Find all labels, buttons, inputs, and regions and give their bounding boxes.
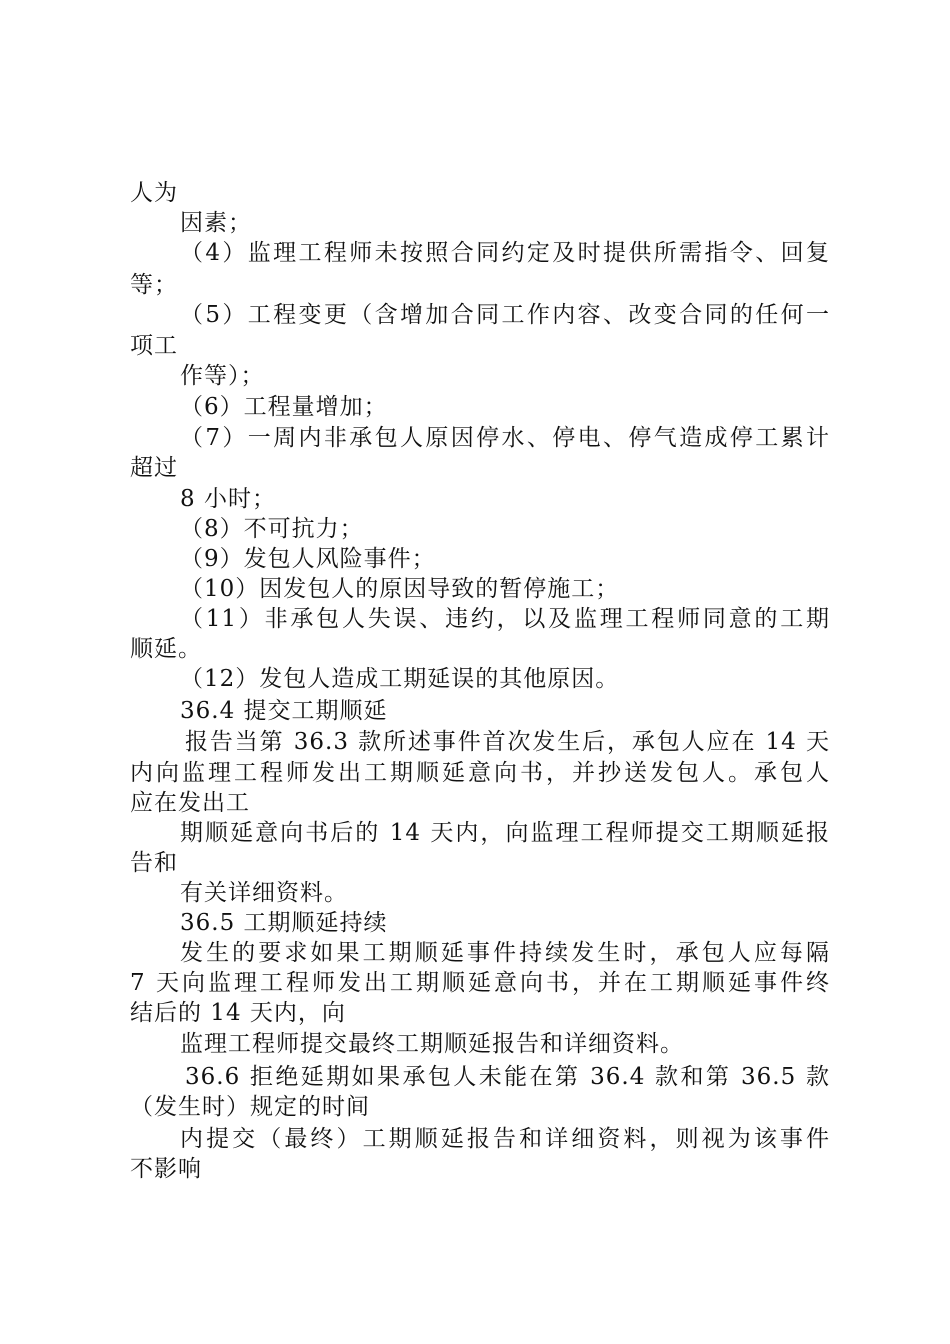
text-line: （6）工程量增加； [180, 394, 388, 420]
text-line: 报告当第 36.3 款所述事件首次发生后，承包人应在 14 天 [185, 729, 830, 755]
text-line: （9）发包人风险事件； [180, 546, 436, 572]
text-line: 监理工程师提交最终工期顺延报告和详细资料。 [180, 1031, 684, 1057]
text-line: 项工 [130, 333, 178, 359]
text-line: 超过 [130, 455, 178, 481]
text-line: 结后的 14 天内，向 [130, 1000, 346, 1026]
text-line: （7）一周内非承包人原因停水、停电、停气造成停工累计 [180, 425, 830, 451]
text-line: 7 天向监理工程师发出工期顺延意向书，并在工期顺延事件终 [130, 970, 830, 996]
text-line: （10）因发包人的原因导致的暂停施工； [180, 576, 620, 602]
text-line: （5）工程变更（含增加合同工作内容、改变合同的任何一 [180, 302, 830, 328]
text-line: 顺延。 [130, 636, 202, 662]
text-line: 等； [130, 272, 178, 298]
text-line: （发生时）规定的时间 [130, 1094, 370, 1120]
text-line: （8）不可抗力； [180, 516, 364, 542]
section-heading: 36.6 拒绝延期如果承包人未能在第 36.4 款和第 36.5 款 [185, 1064, 830, 1090]
text-line: 应在发出工 [130, 790, 250, 816]
text-line: 作等）； [180, 363, 265, 389]
text-line: （12）发包人造成工期延误的其他原因。 [180, 666, 620, 692]
text-line: 期顺延意向书后的 14 天内，向监理工程师提交工期顺延报 [180, 820, 830, 846]
text-line: （4）监理工程师未按照合同约定及时提供所需指令、回复 [180, 240, 830, 266]
text-line: 发生的要求如果工期顺延事件持续发生时，承包人应每隔 [180, 940, 830, 966]
text-line: 内向监理工程师发出工期顺延意向书，并抄送发包人。承包人 [130, 760, 830, 786]
text-line: 人为 [130, 180, 178, 206]
text-line: 因素； [180, 210, 252, 236]
section-heading: 36.4 提交工期顺延 [180, 698, 388, 724]
text-line: 内提交（最终）工期顺延报告和详细资料，则视为该事件 [180, 1126, 830, 1152]
text-line: 告和 [130, 850, 178, 876]
text-line: 8 小时； [180, 486, 276, 512]
text-line: 不影响 [130, 1156, 202, 1182]
section-heading: 36.5 工期顺延持续 [180, 910, 388, 936]
text-line: （11）非承包人失误、违约，以及监理工程师同意的工期 [180, 606, 830, 632]
text-line: 有关详细资料。 [180, 880, 348, 906]
